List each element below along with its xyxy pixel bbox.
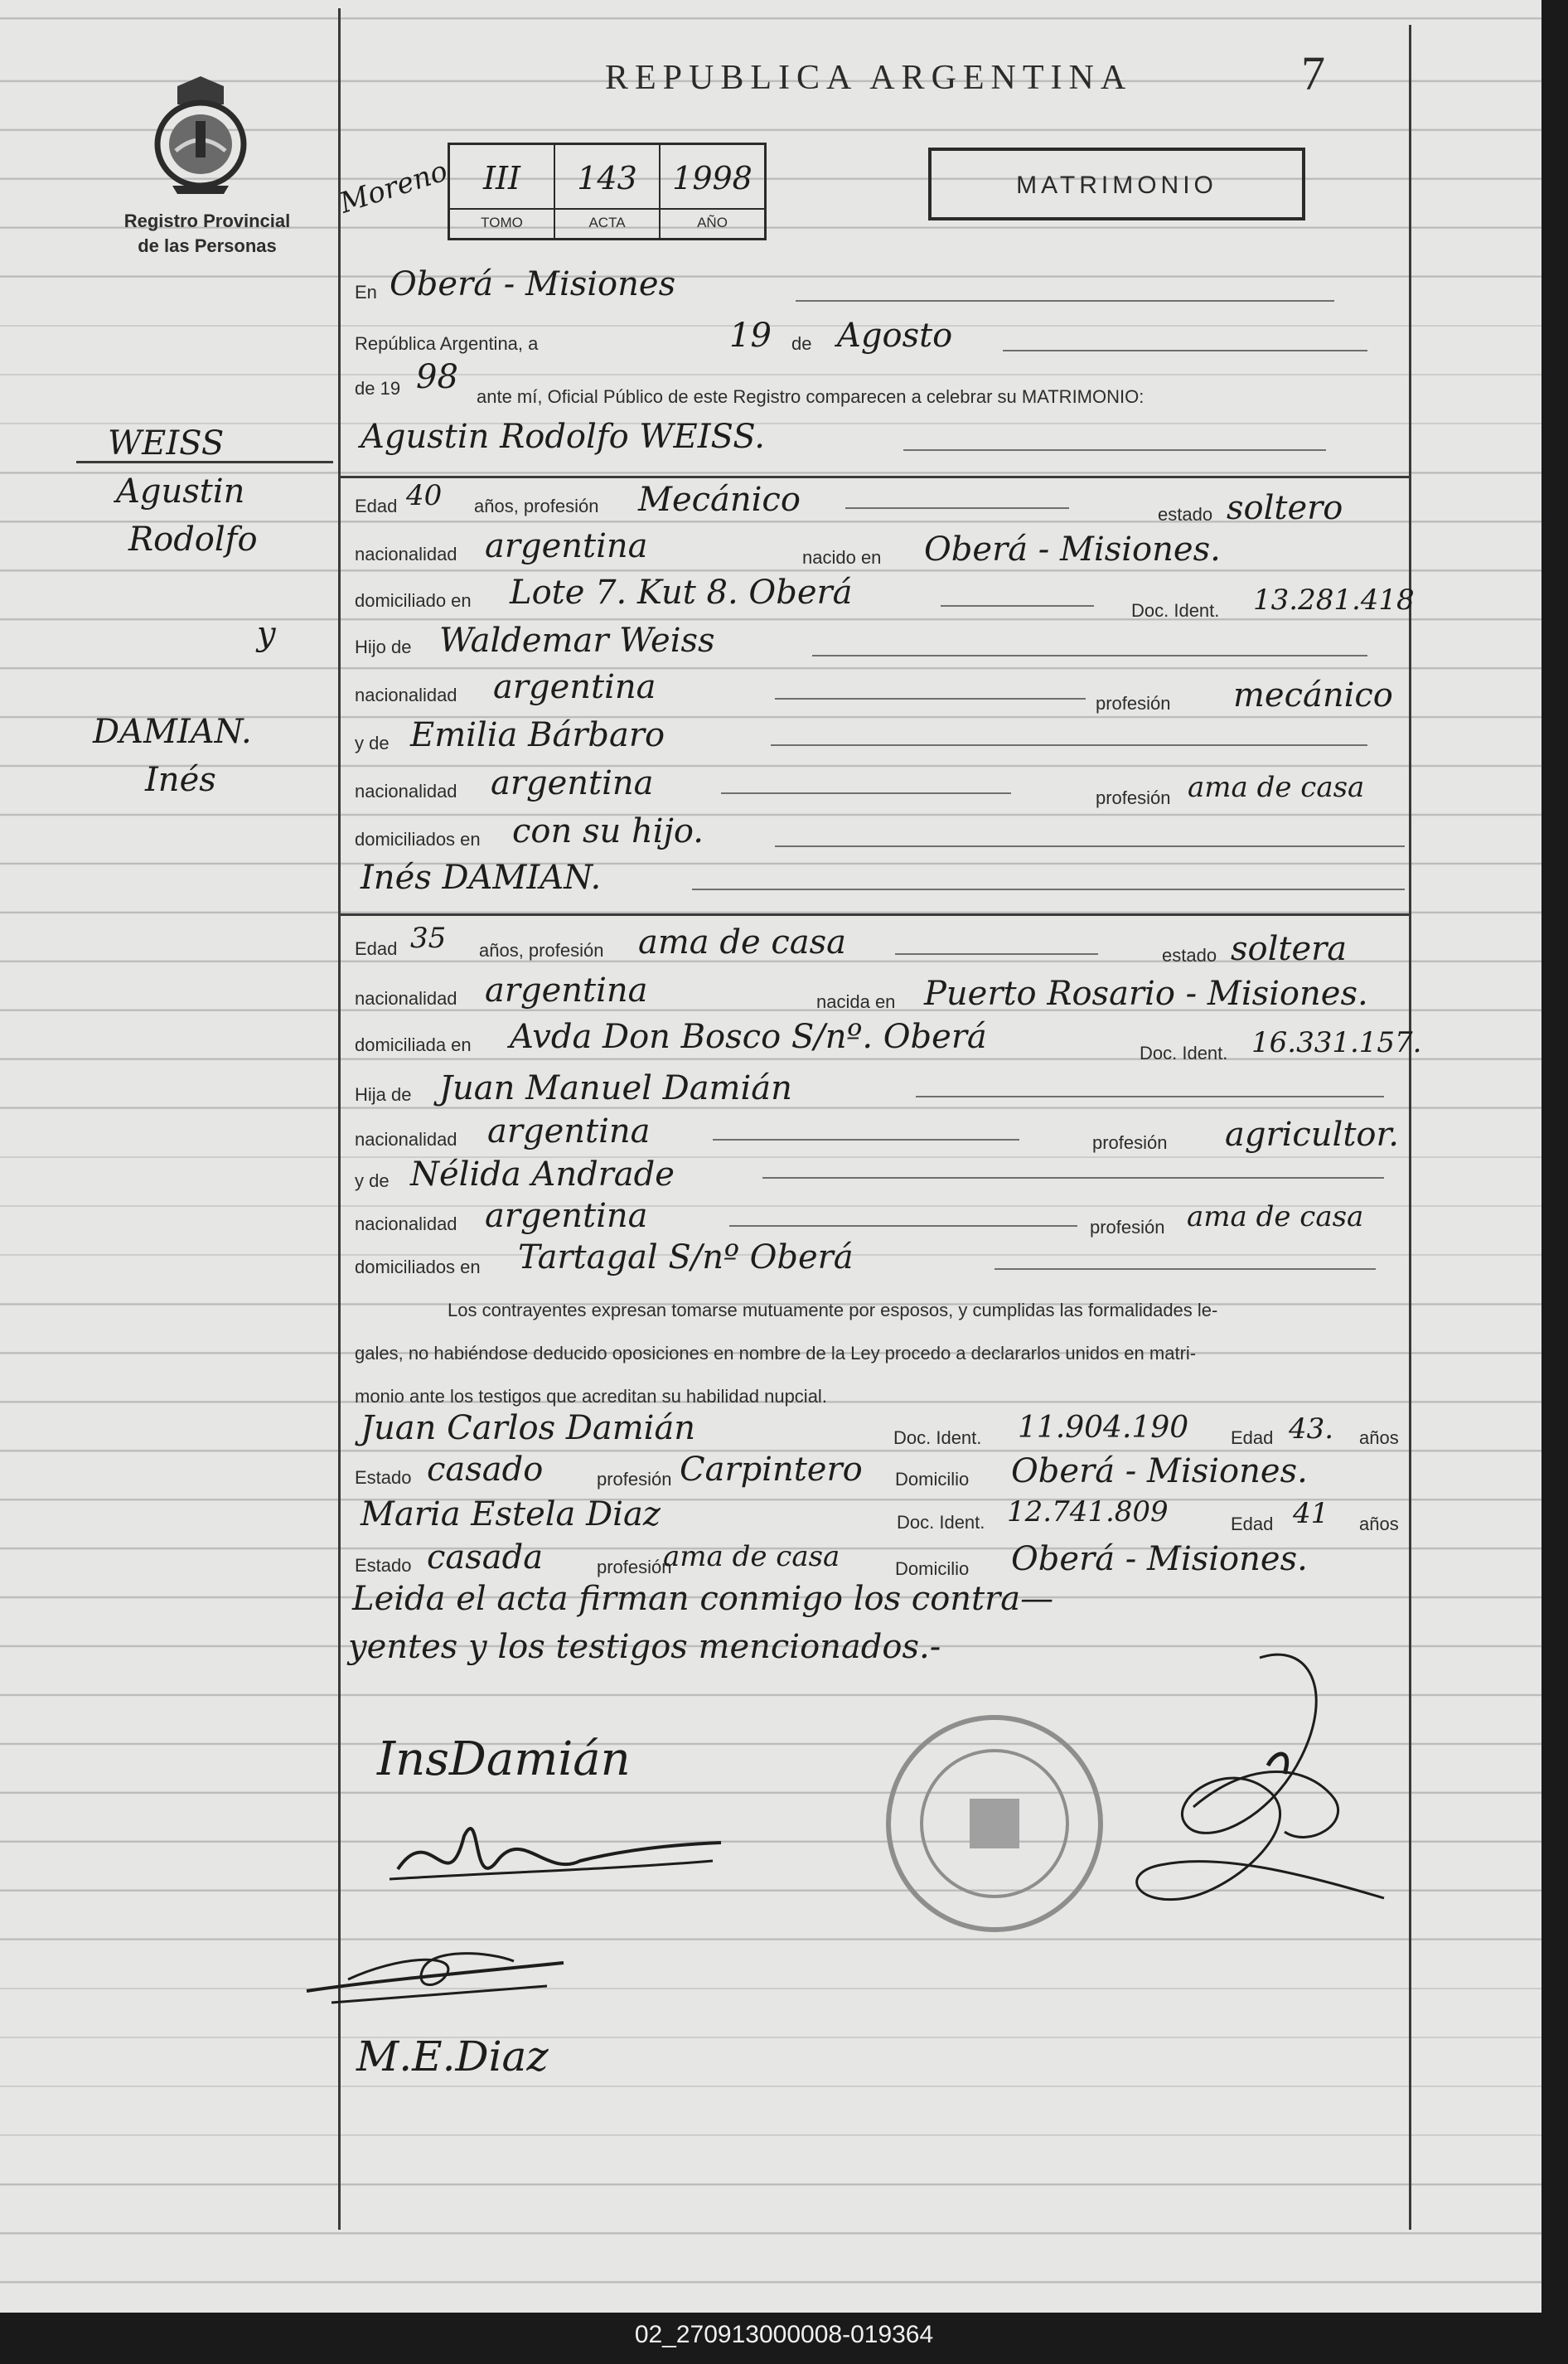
month: Agosto [837, 317, 953, 355]
groom-doc: 13.281.418 [1253, 584, 1415, 617]
witness2-doc: 12.741.809 [1007, 1495, 1169, 1528]
margin-groom-given2: Rodolfo [128, 521, 258, 559]
witness2-doc-label: Doc. Ident. [897, 1512, 985, 1533]
month-line [1003, 350, 1367, 351]
bride-madre-prof-label: profesión [1090, 1217, 1165, 1238]
groom-dom-line [941, 605, 1094, 607]
groom-padre-nac-label: nacionalidad [355, 685, 457, 705]
bride-madre-line [762, 1177, 1384, 1179]
groom-edad-label: Edad [355, 496, 398, 516]
signature-bride: InsDamián [377, 1732, 631, 1786]
bride-padre-prof-label: profesión [1092, 1132, 1168, 1153]
statement: ante mí, Oficial Público de este Registro comparecen a celebrar su MATRIMONIO: [477, 386, 1145, 407]
acta-label: ACTA [555, 208, 659, 238]
groom-estado-label: estado [1158, 504, 1213, 525]
witness2-prof-label: profesión [597, 1557, 672, 1577]
groom-padre-nac-line [775, 698, 1086, 700]
groom-madre-prof-label: profesión [1096, 787, 1171, 808]
acta-cell [555, 145, 661, 238]
bride-padres-dom-line [995, 1268, 1376, 1270]
tomo-value: III [482, 160, 521, 196]
bride-madre-nac-line [729, 1225, 1077, 1227]
place-line [796, 300, 1334, 302]
groom-yde-label: y de [355, 733, 390, 753]
witness1-anos-label: años [1359, 1427, 1399, 1448]
registry-name-line1: Registro Provincial [123, 211, 291, 231]
groom-padres-dom: con su hijo. [512, 812, 704, 850]
witness2-edad-label: Edad [1231, 1514, 1274, 1534]
witness2-anos-label: años [1359, 1514, 1399, 1534]
declaration-line2: gales, no habiéndose deducido oposiciones en nombre de la Ley procedo a declararlos unidos en matri- [355, 1343, 1197, 1364]
groom-padre-prof-label: profesión [1096, 693, 1171, 714]
bride-nac-label: nacionalidad [355, 988, 457, 1009]
groom-padre: Waldemar Weiss [439, 622, 715, 660]
bride-padre-line [916, 1096, 1384, 1097]
groom-profesion: Mecánico [638, 481, 801, 519]
bride-section-rule [338, 913, 1411, 916]
witness1-prof-label: profesión [597, 1469, 672, 1490]
acta-value: 143 [577, 160, 637, 196]
bride-padres-dom: Tartagal S/nº Oberá [518, 1238, 854, 1276]
witness2-domicilio: Oberá - Misiones. [1011, 1540, 1308, 1578]
witness1-edad: 43. [1289, 1412, 1334, 1446]
country-title: REPUBLICA ARGENTINA [605, 59, 1133, 97]
bride-doc-label: Doc. Ident. [1140, 1043, 1228, 1063]
witness1-estado-label: Estado [355, 1467, 412, 1488]
tomo-cell [450, 145, 555, 238]
bride-madre: Nélida Andrade [410, 1155, 675, 1194]
registry-name [91, 209, 323, 259]
declaration-line3: monio ante los testigos que acreditan su habilidad nupcial. [355, 1386, 827, 1407]
bride-padre-prof: agricultor. [1225, 1116, 1399, 1154]
record-type: MATRIMONIO [1016, 172, 1217, 199]
bride-edad-label: Edad [355, 938, 398, 959]
record-type-box [928, 148, 1305, 220]
groom-full-name: Agustin Rodolfo WEISS. [361, 418, 765, 456]
groom-padre-prof: mecánico [1233, 676, 1393, 715]
witness2-edad: 41 [1293, 1497, 1329, 1530]
bride-anos-prof-label: años, profesión [479, 940, 604, 961]
bride-padre: Juan Manuel Damián [439, 1069, 792, 1107]
bride-madre-prof: ama de casa [1187, 1200, 1364, 1233]
bride-nacida-label: nacida en [816, 991, 896, 1012]
margin-conjunction: y [257, 615, 276, 653]
bride-doc: 16.331.157. [1251, 1026, 1422, 1059]
day: 19 [729, 317, 772, 355]
witness1-dom-label: Domicilio [895, 1469, 970, 1490]
registry-name-line2: de las Personas [138, 235, 277, 256]
signature-groom-icon [381, 1803, 729, 1902]
witness2-name: Maria Estela Diaz [361, 1495, 661, 1533]
bride-estado: soltera [1231, 930, 1348, 968]
year-suffix: 98 [416, 358, 458, 396]
groom-doc-label: Doc. Ident. [1131, 600, 1220, 621]
annotation-handwritten: Moreno [336, 154, 452, 220]
bride-madre-nac-label: nacionalidad [355, 1213, 457, 1234]
margin-bride-surname: DAMIAN. [93, 713, 252, 751]
witness2-profesion: ama de casa [663, 1540, 840, 1573]
witness1-name: Juan Carlos Damián [361, 1409, 696, 1447]
groom-madre-nac: argentina [491, 764, 654, 802]
declaration-line1: Los contrayentes expresan tomarse mutuamente por esposos, y cumplidas las formalidades le- [448, 1300, 1218, 1320]
groom-nacido: Oberá - Misiones. [924, 530, 1221, 569]
bride-nacida: Puerto Rosario - Misiones. [924, 975, 1368, 1013]
bride-nacionalidad: argentina [485, 971, 648, 1010]
bride-padre-nac-line [713, 1139, 1019, 1141]
witness2-estado: casada [427, 1538, 544, 1577]
republica-label: República Argentina, a [355, 333, 539, 354]
bride-padre-nac: argentina [487, 1112, 651, 1151]
groom-dom-label: domiciliado en [355, 590, 472, 611]
witness1-edad-label: Edad [1231, 1427, 1274, 1448]
bride-prof-line [895, 953, 1098, 955]
bride-padres-dom-label: domiciliados en [355, 1257, 481, 1277]
witness1-doc: 11.904.190 [1018, 1411, 1189, 1445]
witness1-estado: casado [427, 1451, 544, 1489]
groom-domicilio: Lote 7. Kut 8. Oberá [510, 574, 853, 612]
groom-madre-nac-line [721, 792, 1011, 794]
witness1-profesion: Carpintero [680, 1451, 863, 1489]
groom-prof-line [845, 507, 1069, 509]
en-label: En [355, 282, 377, 303]
closing-line2: yentes y los testigos mencionados.- [348, 1628, 941, 1666]
closing-line1: Leida el acta firman conmigo los contra— [352, 1580, 1054, 1618]
signature-witness1-icon [298, 1923, 580, 2014]
year-prefix: de 19 [355, 378, 401, 399]
groom-padres-dom-line [775, 845, 1405, 847]
page-number: 7 [1301, 46, 1325, 100]
bride-full-name: Inés DAMIAN. [361, 859, 602, 897]
groom-madre-nac-label: nacionalidad [355, 781, 457, 802]
bride-name-line [692, 889, 1405, 890]
bride-madre-nac: argentina [485, 1197, 648, 1235]
groom-madre-line [771, 744, 1367, 746]
groom-madre: Emilia Bárbaro [410, 716, 665, 754]
margin-bride-given: Inés [145, 761, 216, 799]
bride-dom-label: domiciliada en [355, 1034, 472, 1055]
groom-padre-nac: argentina [493, 668, 656, 706]
groom-nacido-label: nacido en [802, 547, 882, 568]
groom-padres-dom-label: domiciliados en [355, 829, 481, 850]
signature-witness2: M.E.Diaz [356, 2032, 549, 2081]
groom-anos-prof-label: años, profesión [474, 496, 599, 516]
groom-estado: soltero [1227, 489, 1343, 527]
provincial-seal-icon [148, 71, 254, 196]
anio-value: 1998 [672, 160, 753, 196]
witness1-doc-label: Doc. Ident. [893, 1427, 982, 1448]
bride-estado-label: estado [1162, 945, 1217, 966]
bride-domicilio: Avda Don Bosco S/nº. Oberá [510, 1018, 987, 1056]
image-id-footer: 02_270913000008-019364 [634, 2321, 934, 2348]
bride-yde-label: y de [355, 1170, 390, 1191]
official-signature-icon [1036, 1625, 1417, 1973]
groom-edad: 40 [406, 479, 443, 512]
witness2-dom-label: Domicilio [895, 1558, 970, 1579]
witness1-domicilio: Oberá - Misiones. [1011, 1452, 1308, 1490]
tomo-label: TOMO [450, 208, 554, 238]
witness2-estado-label: Estado [355, 1555, 412, 1576]
bride-edad: 35 [410, 922, 447, 955]
left-margin-rule [338, 8, 341, 2230]
place: Oberá - Misiones [390, 265, 676, 303]
bride-profesion: ama de casa [638, 923, 846, 962]
margin-groom-surname: WEISS [108, 424, 225, 463]
groom-padre-line [812, 655, 1367, 656]
bride-padre-nac-label: nacionalidad [355, 1129, 457, 1150]
record-index-table [448, 143, 767, 240]
groom-hijo-label: Hijo de [355, 637, 412, 657]
groom-name-line [903, 449, 1326, 451]
day-de-label: de [791, 333, 812, 354]
anio-cell [661, 145, 764, 238]
groom-nacionalidad: argentina [485, 527, 648, 565]
anio-label: AÑO [661, 208, 764, 238]
bride-hija-label: Hija de [355, 1084, 412, 1105]
groom-nac-label: nacionalidad [355, 544, 457, 564]
groom-section-rule [338, 476, 1411, 478]
margin-groom-given1: Agustin [116, 472, 245, 511]
groom-madre-prof: ama de casa [1188, 771, 1365, 804]
